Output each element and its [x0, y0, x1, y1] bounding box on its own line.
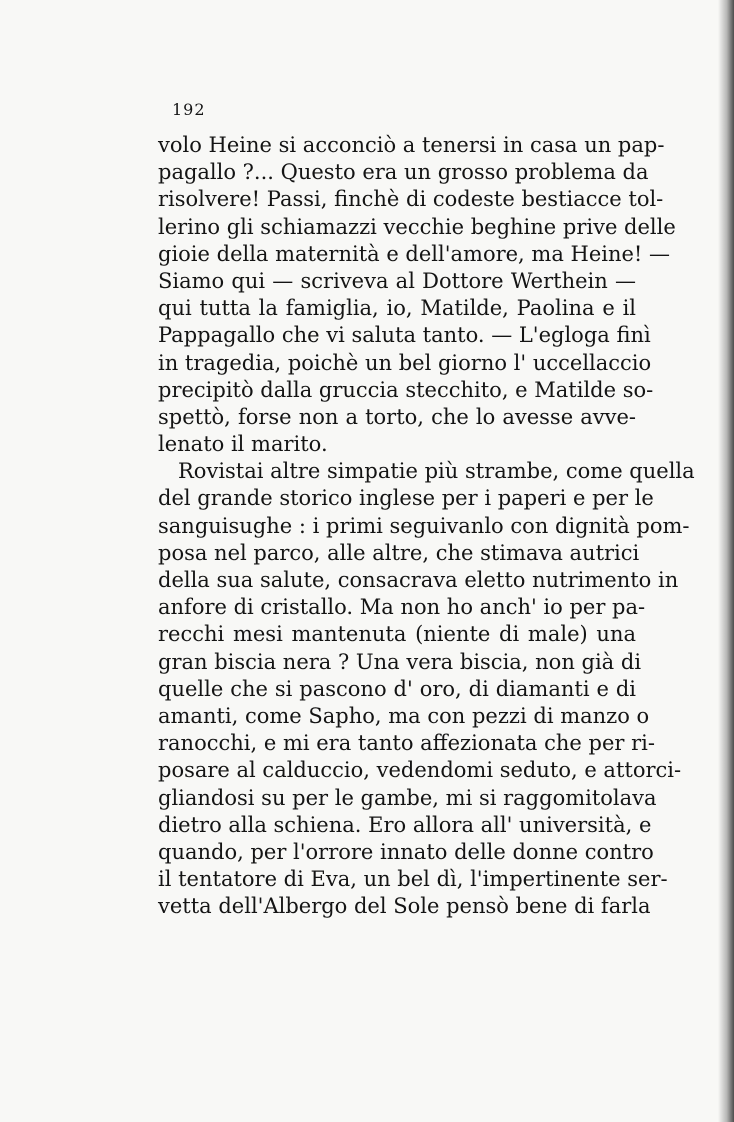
text-line: volo Heine si acconciò a tenersi in casa un pap-: [158, 133, 665, 157]
text-line: precipitò dalla gruccia stecchito, e Matilde so-: [158, 377, 654, 402]
text-line: del grande storico inglese per i paperi e per le: [158, 486, 654, 511]
text-line: lenato il marito.: [158, 432, 328, 457]
text-line: Pappagallo che vi saluta tanto. — L'egloga finì: [158, 323, 651, 348]
text-line: qui tutta la famiglia, io, Matilde, Paolina e il: [158, 296, 636, 321]
text-line: Siamo qui — scriveva al Dottore Werthein —: [158, 268, 636, 293]
text-line: quando, per l'orrore innato delle donne contro: [158, 839, 654, 864]
text-line: amanti, come Sapho, ma con pezzi di manzo o: [158, 703, 650, 728]
text-line: gran biscia nera ? Una vera biscia, non già di: [158, 649, 642, 674]
body-text: [158, 132, 695, 920]
text-line: in tragedia, poichè un bel giorno l' uccellaccio: [158, 350, 652, 375]
text-line: posa nel parco, alle altre, che stimava autrici: [158, 540, 640, 565]
paragraph-start-line: Rovistai altre simpatie più strambe, come quella: [178, 459, 695, 484]
page-edge-shadow: [718, 0, 734, 1122]
text-line: risolvere! Passi, finchè di codeste bestiacce tol-: [158, 187, 664, 212]
text-line: recchi mesi mantenuta (niente di male) una: [158, 622, 636, 647]
text-line: sanguisughe : i primi seguivanlo con dignità pom-: [158, 513, 690, 538]
text-line: quelle che si pascono d' oro, di diamanti e di: [158, 676, 636, 701]
text-line: gliandosi su per le gambe, mi si raggomitolava: [158, 785, 657, 810]
text-line: posare al calduccio, vedendomi seduto, e attorci-: [158, 758, 682, 783]
text-line: anfore di cristallo. Ma non ho anch' io per pa-: [158, 595, 646, 620]
text-line: pagallo ?... Questo era un grosso problema da: [158, 160, 649, 185]
text-line: lerino gli schiamazzi vecchie beghine prive delle: [158, 214, 676, 239]
text-line: spettò, forse non a torto, che lo avesse avve-: [158, 404, 636, 429]
page-number: 192: [172, 100, 206, 119]
text-line: gioie della maternità e dell'amore, ma Heine! —: [158, 241, 671, 266]
text-line: il tentatore di Eva, un bel dì, l'impertinente ser-: [158, 867, 668, 892]
text-line: ranocchi, e mi era tanto affezionata che per ri-: [158, 731, 655, 756]
text-line: dietro alla schiena. Ero allora all' università, e: [158, 812, 652, 837]
text-line: vetta dell'Albergo del Sole pensò bene di farla: [158, 894, 651, 919]
text-line: della sua salute, consacrava eletto nutrimento in: [158, 568, 679, 592]
